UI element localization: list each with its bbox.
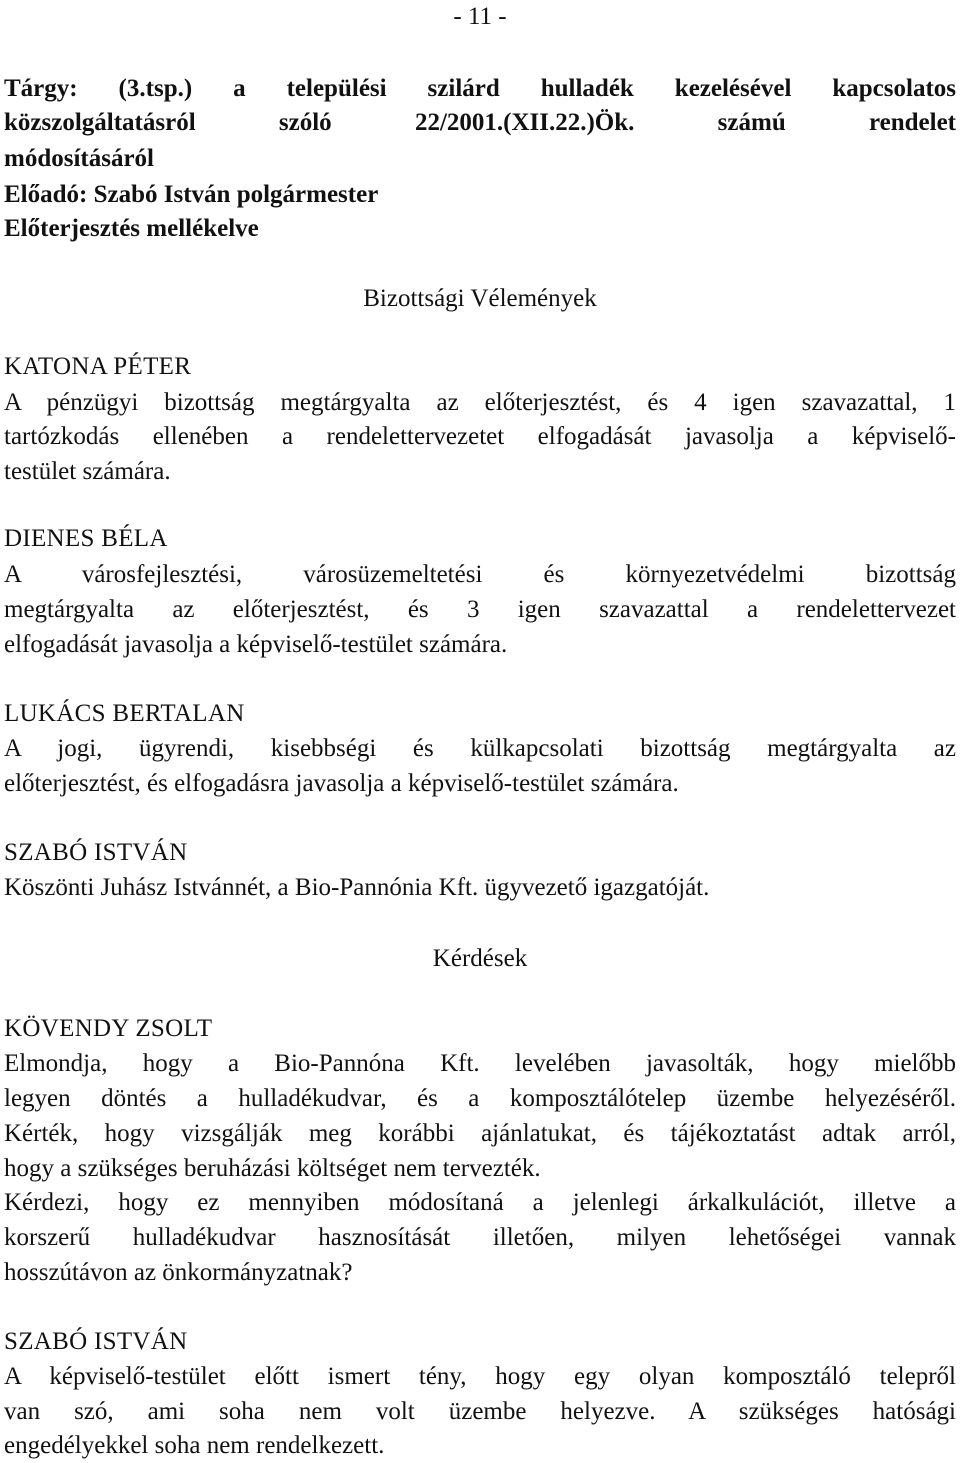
katona-line-2: tartózkodás ellenében a rendelettervezetet elfogadását javasolja a képviselő- <box>4 423 956 450</box>
opinions-heading: Bizottsági Vélemények <box>363 285 597 312</box>
dienes-line-3: elfogadását javasolja a képviselő-testület számára. <box>4 631 508 658</box>
subject-line-2: közszolgáltatásról szóló 22/2001.(XII.22.)Ök. számú rendelet <box>4 109 956 136</box>
katona-line-1: A pénzügyi bizottság megtárgyalta az előterjesztést, és 4 igen szavazattal, 1 <box>4 389 956 416</box>
subject-line-1: Tárgy: (3.tsp.) a települési szilárd hulladék kezelésével kapcsolatos <box>4 75 956 102</box>
szabo2-line-3: engedélyekkel soha nem rendelkezett. <box>4 1432 385 1459</box>
lukacs-line-2: előterjesztést, és elfogadásra javasolja a képviselő-testület számára. <box>4 770 679 797</box>
speaker-kovendy: KÖVENDY ZSOLT <box>4 1015 213 1042</box>
speaker-szabo-2: SZABÓ ISTVÁN <box>4 1328 188 1355</box>
questions-heading: Kérdések <box>432 945 528 972</box>
subject-line-3: módosításáról <box>4 145 154 172</box>
szabo2-line-2: van szó, ami soha nem volt üzembe helyezve. A szükséges hatósági <box>4 1398 956 1425</box>
kovendy-line-5: Kérdezi, hogy ez mennyiben módosítaná a jelenlegi árkalkulációt, illetve a <box>4 1189 956 1216</box>
speaker-dienes: DIENES BÉLA <box>4 525 168 552</box>
katona-line-3: testület számára. <box>4 458 171 485</box>
kovendy-line-1: Elmondja, hogy a Bio-Pannóna Kft. levelében javasolták, hogy mielőbb <box>4 1050 956 1077</box>
szabo2-line-1: A képviselő-testület előtt ismert tény, hogy egy olyan komposztáló telepről <box>4 1363 956 1390</box>
lukacs-line-1: A jogi, ügyrendi, kisebbségi és külkapcsolati bizottság megtárgyalta az <box>4 735 956 762</box>
presenter-line: Előadó: Szabó István polgármester <box>4 181 379 208</box>
attachment-line: Előterjesztés mellékelve <box>4 215 259 242</box>
kovendy-line-4: hogy a szükséges beruházási költséget nem tervezték. <box>4 1155 541 1182</box>
kovendy-line-2: legyen döntés a hulladékudvar, és a komposztálótelep üzembe helyezéséről. <box>4 1085 956 1112</box>
speaker-szabo-1: SZABÓ ISTVÁN <box>4 839 188 866</box>
speaker-katona: KATONA PÉTER <box>4 353 192 380</box>
kovendy-line-3: Kérték, hogy vizsgálják meg korábbi ajánlatukat, és tájékoztatást adtak arról, <box>4 1120 956 1147</box>
szabo1-line-1: Köszönti Juhász Istvánnét, a Bio-Pannónia Kft. ügyvezető igazgatóját. <box>4 874 710 901</box>
dienes-line-1: A városfejlesztési, városüzemeltetési és környezetvédelmi bizottság <box>4 561 956 588</box>
kovendy-line-7: hosszútávon az önkormányzatnak? <box>4 1259 353 1286</box>
dienes-line-2: megtárgyalta az előterjesztést, és 3 igen szavazattal a rendelettervezet <box>4 596 956 623</box>
page-number: - 11 - <box>453 3 507 30</box>
kovendy-line-6: korszerű hulladékudvar hasznosítását illetően, milyen lehetőségei vannak <box>4 1224 956 1251</box>
speaker-lukacs: LUKÁCS BERTALAN <box>4 700 245 727</box>
